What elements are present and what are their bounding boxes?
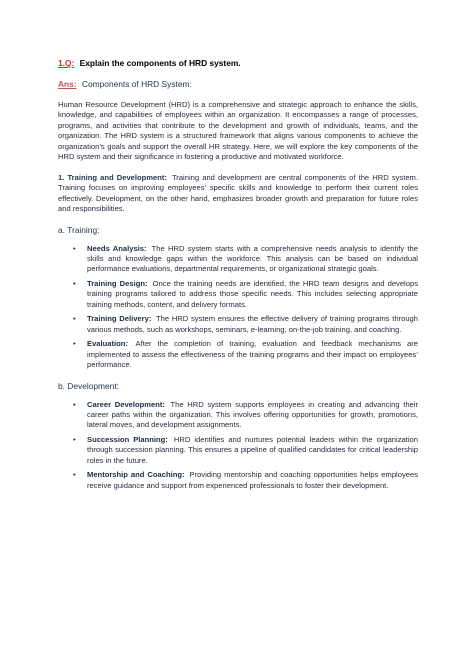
section-1-text: Training and development are central components of the HRD system. Training focuses on improving employees’ specific skills and knowledge to perform their current roles effectively. Development, on the other hand, emphasizes broader growth and preparation for future roles and responsibilities. [58,172,418,214]
list-item [58,435,418,466]
section-1-paragraph [58,173,418,215]
list-item [58,279,418,310]
question-text: Explain the components of HRD system. [79,58,241,68]
answer-prefix: Ans: [58,79,77,89]
list-item [58,400,418,431]
intro-paragraph: Human Resource Development (HRD) is a comprehensive and strategic approach to enhance the skills, knowledge, and capabilities of employees within an organization. It encompasses a range of processes, programs, and activities that contribute to the development and growth of individuals, teams, and the organization. The HRD system is a structured framework that aligns various components to achieve the organization’s goals and support the overall HR strategy. Here, we will explore the key components of the HRD system and their significance in fostering a productive and motivated workforce. [58,100,418,162]
bullet-icon: • [73,399,76,409]
list-item [58,244,418,275]
item-text: The HRD system supports employees in creating and advancing their career paths within the organization. This involves offering opportunities for growth, promotions, lateral moves, and development assignments. [87,399,418,430]
section-1-heading: 1. Training and Development: [58,172,167,182]
development-list [58,400,418,492]
item-text: The HRD system starts with a comprehensive needs analysis to identify the skills and knowledge gaps within the workforce. This analysis can be based on individual performance evaluations, departmental requirements, or organizational strategic goals. [87,243,418,274]
item-text: HRD identifies and nurtures potential leaders within the organization through succession planning. This ensures a pipeline of qualified candidates for critical leadership roles in the future. [87,434,418,465]
item-term: Evaluation: [87,339,128,349]
item-term: Career Development: [87,399,165,409]
item-text: After the completion of training, evaluation and feedback mechanisms are implemented to assess the effectiveness of the training programs and their impact on employees’ performance. [87,339,418,370]
answer-title: Components of HRD System: [81,79,192,89]
bullet-icon: • [73,243,76,253]
item-term: Training Design: [87,278,148,288]
item-term: Mentorship and Coaching: [87,470,185,480]
list-item [58,470,418,491]
question-prefix: 1.Q: [58,58,75,68]
bullet-icon: • [73,314,76,324]
item-text: Providing mentorship and coaching opportunities helps employees receive guidance and support from experienced professionals to foster their development. [87,470,418,490]
question-line [58,58,418,69]
item-term: Training Delivery: [87,314,152,324]
bullet-icon: • [73,470,76,480]
document-page [58,58,418,501]
bullet-icon: • [73,278,76,288]
answer-line [58,79,418,90]
item-text: The HRD system ensures the effective delivery of training programs through various methods, such as workshops, seminars, e-learning, on-the-job training, and coaching. [87,314,418,334]
training-heading: a. Training: [58,224,100,235]
bullet-icon: • [73,339,76,349]
list-item [58,314,418,335]
item-term: Succession Planning: [87,434,168,444]
training-list [58,244,418,371]
list-item [58,339,418,370]
item-term: Needs Analysis: [87,243,147,253]
bullet-icon: • [73,434,76,444]
development-heading: b. Development: [58,380,119,391]
item-text: Once the training needs are identified, the HRD team designs and develops training programs tailored to address those specific needs. This includes selecting appropriate training methods, content, and delivery formats. [87,278,418,309]
